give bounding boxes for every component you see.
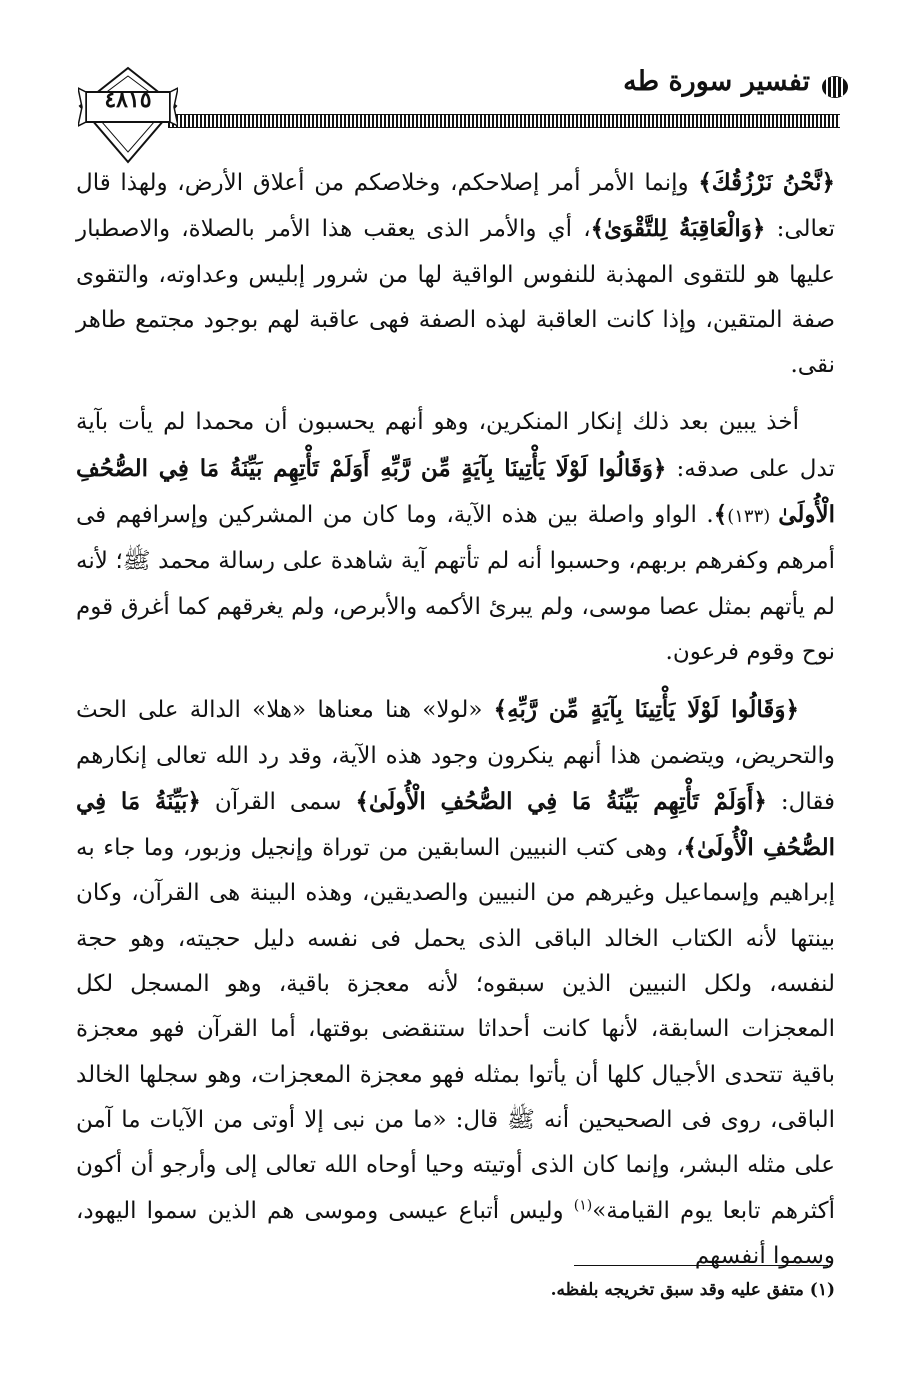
page-header [0,0,910,170]
surah-title: تفسير سورة طه [623,66,810,97]
paragraph-2 [76,400,835,675]
quran-quote: ﴿وَالْعَاقِبَةُ لِلتَّقْوَىٰ﴾ [590,215,766,243]
ornament-icon [820,74,850,100]
ayah-number: (١٣٣) [727,506,779,528]
quran-quote: ﴿بَيِّنَةُ مَا فِي الصُّحُفِ الْأُولَىٰ﴾ [76,787,835,862]
text-segment: وإنما الأمر أمر إصلاحكم، وخلاصكم من أعلاق الأرض، ولهذا قال تعالى: [76,170,835,243]
text-segment: أخذ يبين بعد ذلك إنكار المنكرين، وهو أنهم يحسبون أن محمدا لم يأت بآية تدل على صدقه: [76,409,835,482]
quran-quote: ﴿وَقَالُوا لَوْلَا يَأْتِينَا بِآيَةٍ مِّن رَّبِّهِ﴾ [493,696,799,724]
quran-quote: ﴿وَقَالُوا لَوْلَا يَأْتِينَا بِآيَةٍ مِّن رَّبِّهِ أَوَلَمْ تَأْتِهِم بَيِّنَةُ مَا فِي الصُّحُفِ الْأُولَىٰ [76,454,836,529]
text-segment: سمى القرآن [200,788,356,815]
quran-quote-close: ﴾ [713,501,728,529]
main-text [76,160,835,1291]
quran-quote: ﴿أَوَلَمْ تَأْتِهِم بَيِّنَةُ مَا فِي الصُّحُفِ الْأُولَىٰ﴾ [355,787,767,815]
text-segment: وليس أتباع عيسى وموسى هم الذين سموا اليهود، وسموا أنفسهم [76,1197,835,1269]
paragraph-1 [76,160,835,388]
text-segment: . الواو واصلة بين هذه الآية، وما كان من المشركين وإسرافهم فى أمرهم وكفرهم بربهم، وحسبوا أنه لم تأتهم آية شاهدة على رسالة محمد ﷺ؛ لأنه لم يأتهم بمثل عصا موسى، ولم يبرئ الأكمه والأبرص، ولم يغرقهم كما أغرق قوم نوح وقوم فرعون. [76,502,835,665]
page-number: ٤٨١٥ [104,87,152,113]
text-segment: «لولا» هنا معناها «هلا» الدالة على الحث والتحريض، ويتضمن هذا أنهم ينكرون وجود هذه الآية، وقد رد الله تعالى إنكارهم فقال: [76,697,835,815]
footnote: (١) متفق عليه وقد سبق تخريجه بلفظه. [550,1280,835,1300]
footnote-reference: (١) [573,1196,593,1213]
text-segment: ، وهى كتب النبيين السابقين من توراة وإنجيل وزبور، وما جاء به إبراهيم وإسماعيل وغيرهم من النبيين والصديقين، وهذه البينة هى القرآن، وكان بينتها لأنه الكتاب الخالد الباقى الذى يحمل فى نفسه دليل حجيته، وهو حجة لنفسه، ولكل النبيين الذين سبقوه؛ لأنه معجزة باقية، وهو المسجل لكل المعجزات السابقة، لأنها كانت أحداثا ستنقضى بوقتها، أما القرآن فهو معجزة باقية تتحدى الأجيال كلها أن يأتوا بمثله فهو معجزة المعجزات، وهو سجلها الخالد الباقى، روى فى الصحيحين أنه ﷺ قال: «ما من نبى إلا أوتى من الآيات ما آمن على مثله البشر، وإنما كان الذى أوتيته وحيا أوحاه الله تعالى إلى وأرجو أن أكون أكثرهم تابعا يوم القيامة» [76,835,836,1224]
footnote-rule [574,1265,828,1266]
header-rule [168,114,840,128]
paragraph-3 [76,687,835,1279]
text-segment: ، أي والأمر الذى يعقب هذا الأمر بالصلاة، والاصطبار عليها هو للتقوى المهذبة للنفوس الواقية لها من شرور إبليس وعداوته، والتقوى صفة المتقين، وإذا كانت العاقبة لهذه الصفة فهى عاقبة لهم بوجود مجتمع طاهر نقى. [76,216,835,379]
quran-quote: ﴿نَّحْنُ نَرْزُقُكَ﴾ [698,169,836,196]
page-number-badge-icon [78,66,178,166]
